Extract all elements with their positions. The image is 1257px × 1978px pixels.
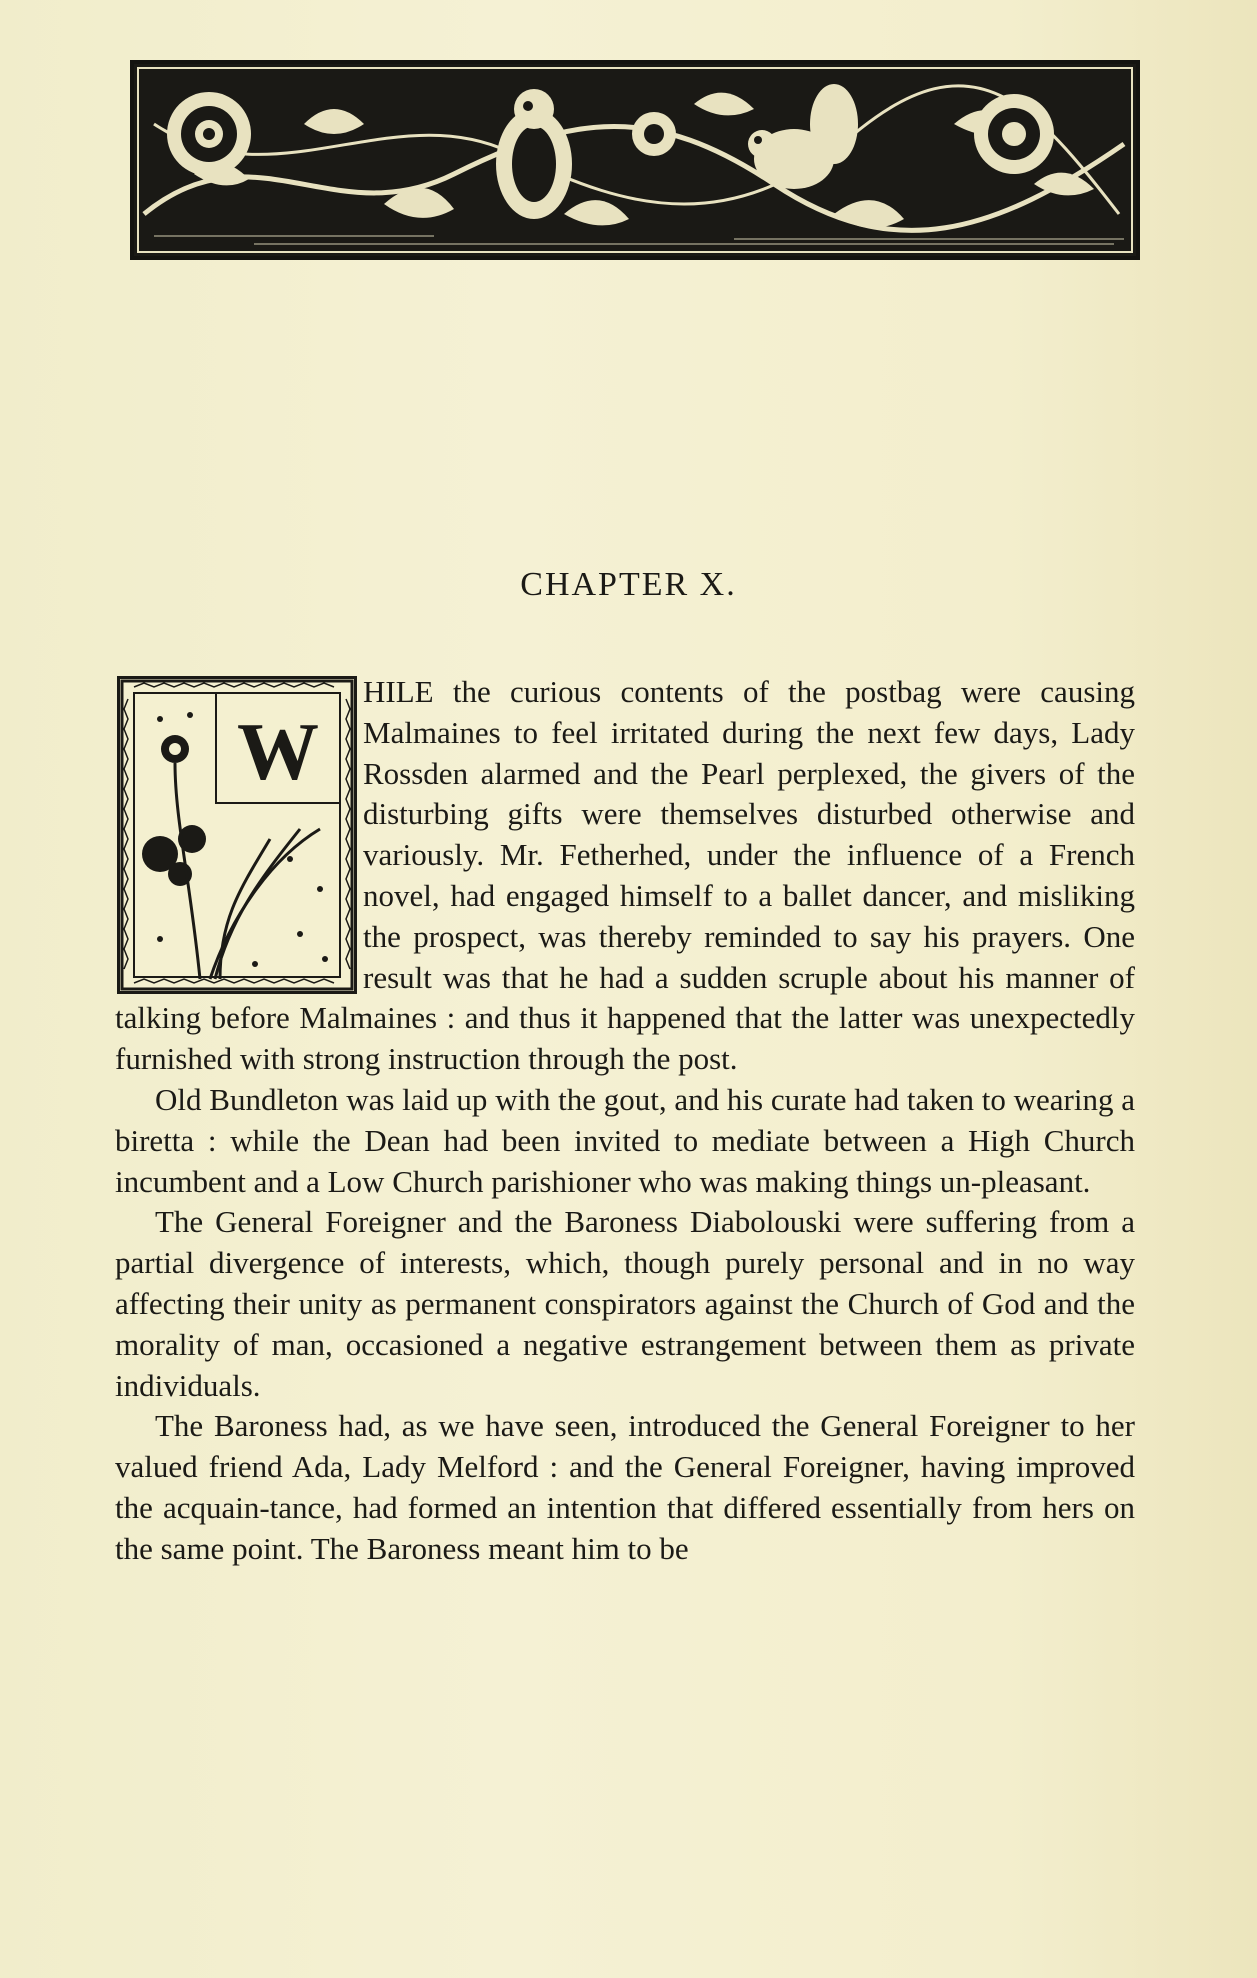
ornamental-headpiece	[130, 60, 1140, 260]
dropcap-spacer	[115, 672, 363, 998]
paragraph-1	[115, 672, 1135, 1080]
paragraph-2: Old Bundleton was laid up with the gout, and his curate had taken to wearing a biretta : while the Dean had been invited to mediate between a High Church incumbent and a Low Church parishioner who was making things un-pleasant.	[115, 1081, 1135, 1199]
floral-engraving-icon	[134, 64, 1136, 256]
chapter-title: CHAPTER X.	[520, 566, 737, 603]
paragraph-text: the curious contents of the postbag were causing Malmaines to feel irritated during the next few days, Lady Rossden alarmed and the Pearl perplexed, the givers of the disturbing gifts were themselves disturbed otherwise and variously. Mr. Fetherhed, under the influence of a French novel, had engaged himself to a ballet dancer, and misliking the prospect, was thereby reminded to say his prayers. One result was that he had a sudden scruple about his manner of talking before Malmaines : and thus it happened that the latter was unexpectedly furnished with strong instruction through the post.	[115, 674, 1135, 1077]
dropcap-letter: W	[237, 706, 319, 797]
paragraph-4: The Baroness had, as we have seen, introduced the General Foreigner to her valued friend Ada, Lady Melford : and the General Foreigner, having improved the acquain-tance, had formed an intention that differed essentially from hers on the same point. The Baroness meant him to be	[115, 1408, 1135, 1566]
body-text	[115, 672, 1135, 1570]
paragraph-3: The General Foreigner and the Baroness Diabolouski were suffering from a partial divergence of interests, which, though purely personal and in no way affecting their unity as permanent conspirators against the Church of God and the morality of man, occasioned a negative estrangement between them as private individuals.	[115, 1204, 1135, 1403]
paragraph-lead: HILE	[363, 674, 434, 709]
